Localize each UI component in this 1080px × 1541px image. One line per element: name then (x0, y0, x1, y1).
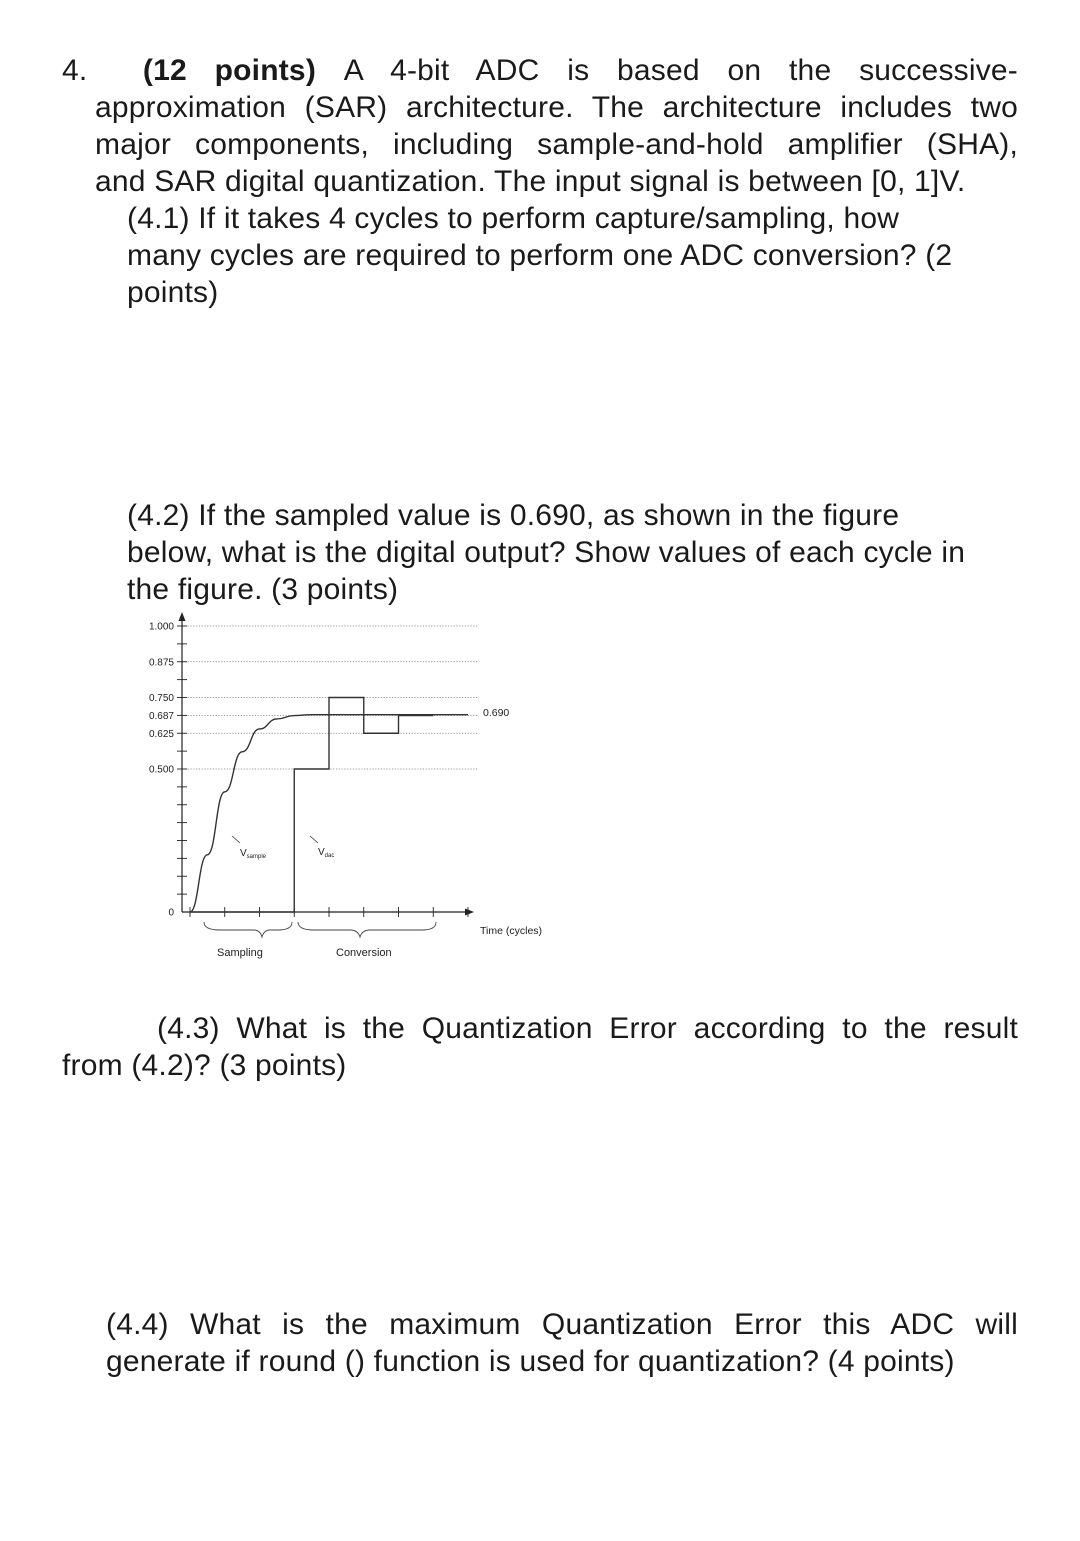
question-intro (62, 52, 1018, 200)
subquestion-4-4 (106, 1306, 1018, 1380)
subquestion-4-4-line-2: generate if round () function is used for quantization? (4 points) (106, 1345, 955, 1378)
question-intro-line-3: major components, including sample-and-hold amplifier (SHA), (95, 128, 1018, 161)
phase-label-conversion: Conversion (336, 947, 392, 959)
y-tick-label: 0.875 (148, 657, 174, 669)
subquestion-4-1 (127, 200, 1007, 311)
subquestion-4-2-line-1: (4.2) If the sampled value is 0.690, as shown in the figure (127, 499, 900, 532)
subquestion-4-2-line-2: below, what is the digital output? Show values of each cycle in (127, 536, 966, 569)
question-intro-line-1 (62, 52, 1018, 89)
subquestion-4-1-line-2: many cycles are required to perform one ADC conversion? (2 (127, 239, 953, 272)
v-sample-pointer (232, 836, 240, 843)
subquestion-4-2-line-3: the figure. (3 points) (127, 573, 399, 606)
y-tick-label: 0.625 (148, 728, 174, 740)
subquestion-4-3 (62, 1010, 1018, 1084)
v-sample-label: $V_{sample}$ (240, 848, 267, 860)
y-tick-labels (149, 622, 174, 919)
y-tick-label: 0.687 (148, 711, 174, 723)
x-axis-arrow (465, 909, 474, 916)
v-dac-pointer (310, 836, 318, 843)
y-tick-label: 0 (168, 907, 174, 919)
subquestion-4-4-line-1: (4.4) What is the maximum Quantization Error this ADC will (106, 1308, 1018, 1341)
phase-label-sampling: Sampling (217, 947, 263, 959)
subquestion-4-2 (127, 497, 1007, 608)
question-intro-line-4: and SAR digital quantization. The input signal is between [0, 1]V. (95, 165, 966, 198)
sampled-value-label: 0.690 (483, 707, 510, 719)
sar-adc-chart (140, 610, 700, 970)
subquestion-4-1-line-3: points) (127, 276, 219, 309)
y-axis-arrow (179, 612, 186, 621)
question-intro-first: A 4-bit ADC is based on the successive- (343, 54, 1018, 87)
y-tick-label: 1.000 (148, 621, 174, 633)
y-tick-label: 0.500 (148, 764, 174, 776)
subquestion-4-3-line-2: from (4.2)? (3 points) (62, 1049, 347, 1082)
conversion-brace (298, 922, 436, 937)
v-dac-label: $V_{dac}$ (318, 847, 335, 859)
x-axis-label: Time (cycles) (480, 925, 543, 937)
question-points: (12 points) (142, 54, 317, 87)
subquestion-4-3-line-1: (4.3) What is the Quantization Error according to the result (157, 1012, 1018, 1045)
sampling-brace (204, 922, 292, 937)
series-line-v-dac (190, 698, 433, 913)
y-tick-label: 0.750 (148, 693, 174, 704)
question-number: 4. (62, 54, 88, 87)
subquestion-4-1-line-1: (4.1) If it takes 4 cycles to perform capture/sampling, how (127, 202, 900, 235)
question-intro-line-2: approximation (SAR) architecture. The architecture includes two (95, 91, 1018, 124)
